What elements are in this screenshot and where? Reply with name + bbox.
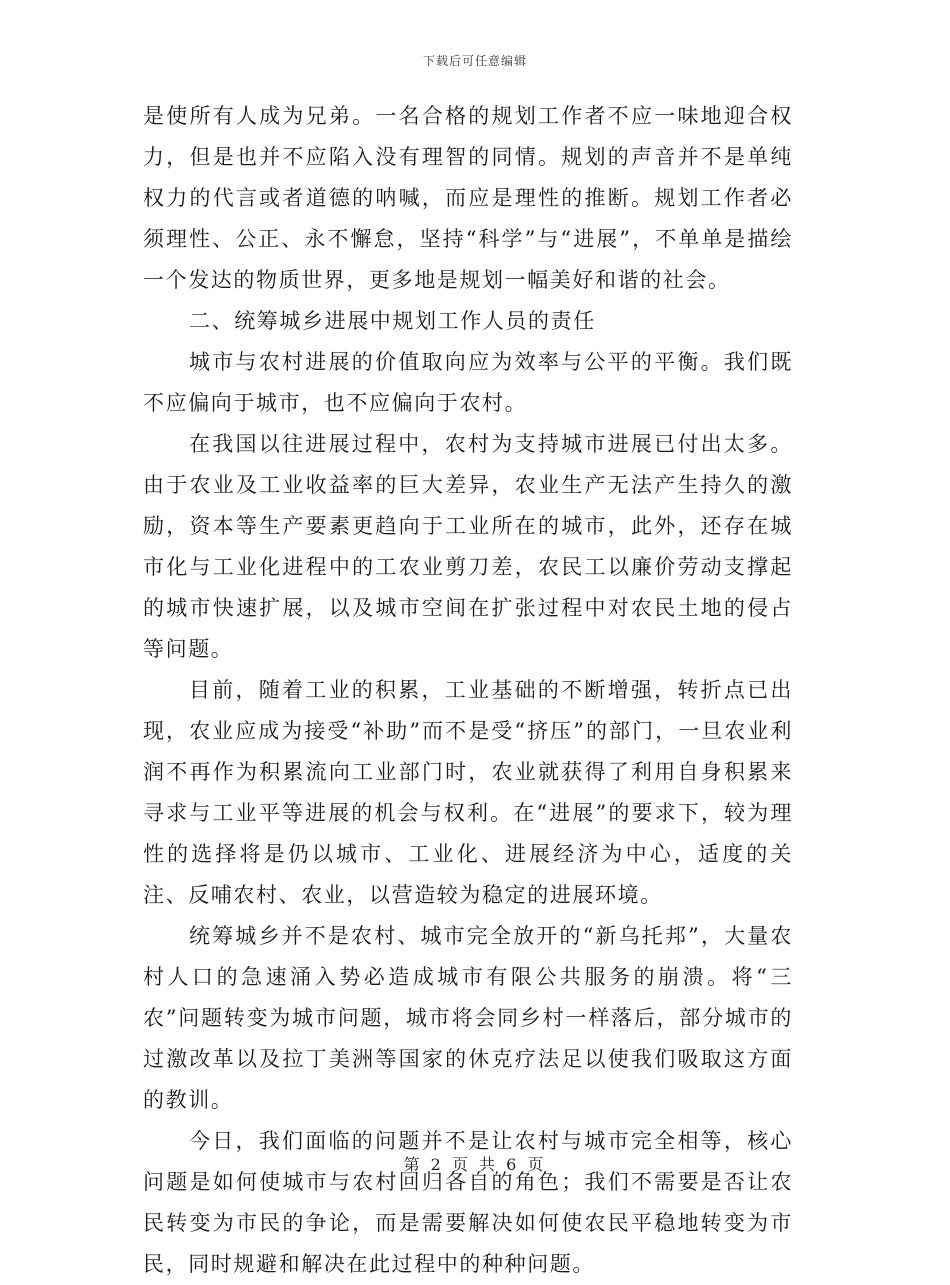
paragraph: 目前，随着工业的积累，工业基础的不断增强，转折点已出现，农业应成为接受“补助”而不是受“挤压”的部门，一旦农业利润不再作为积累流向工业部门时，农业就获得了利用自身积累来寻求与工业平等进展的机会与权利。在“进展”的要求下，较为理性的选择将是仍以城市、工业化、进展经济为中心，适度的关注、反哺农村、农业，以营造较为稳定的进展环境。 <box>143 678 793 907</box>
paragraph: 在我国以往进展过程中，农村为支持城市进展已付出太多。由于农业及工业收益率的巨大差异，农业生产无法产生持久的激励，资本等生产要素更趋向于工业所在的城市，此外，还存在城市化与工业化进程中的工农业剪刀差，农民工以廉价劳动支撑起的城市快速扩展，以及城市空间在扩张过程中对农民土地的侵占等问题。 <box>143 432 793 661</box>
paragraph: 城市与农村进展的价值取向应为效率与公平的平衡。我们既不应偏向于城市，也不应偏向于农村。 <box>143 350 793 415</box>
page-number: 第 2 页 共 6 页 <box>403 1155 547 1174</box>
paragraph-continuation: 是使所有人成为兄弟。一名合格的规划工作者不应一味地迎合权力，但是也并不应陷入没有理智的同情。规划的声音并不是单纯权力的代言或者道德的呐喊，而应是理性的推断。规划工作者必须理性、公正、永不懈怠，坚持“科学”与“进展”，不单单是描绘一个发达的物质世界，更多地是规划一幅美好和谐的社会。 <box>143 104 793 292</box>
section-heading: 二、统筹城乡进展中规划工作人员的责任 <box>189 309 596 333</box>
document-body <box>143 96 793 1285</box>
paragraph: 今日，我们面临的问题并不是让农村与城市完全相等，核心问题是如何使城市与农村回归各自的角色；我们不需要是否让农民转变为市民的争论，而是需要解决如何使农民平稳地转变为市民，同时规避和解决在此过程中的种种问题。 <box>143 1129 793 1276</box>
page-header: 下载后可任意编辑 <box>422 54 527 68</box>
paragraph: 统筹城乡并不是农村、城市完全放开的“新乌托邦”，大量农村人口的急速涌入势必造成城市有限公共服务的崩溃。将“三农”问题转变为城市问题，城市将会同乡村一样落后，部分城市的过激改革以及拉丁美洲等国家的休克疗法足以使我们吸取这方面的教训。 <box>143 924 793 1112</box>
